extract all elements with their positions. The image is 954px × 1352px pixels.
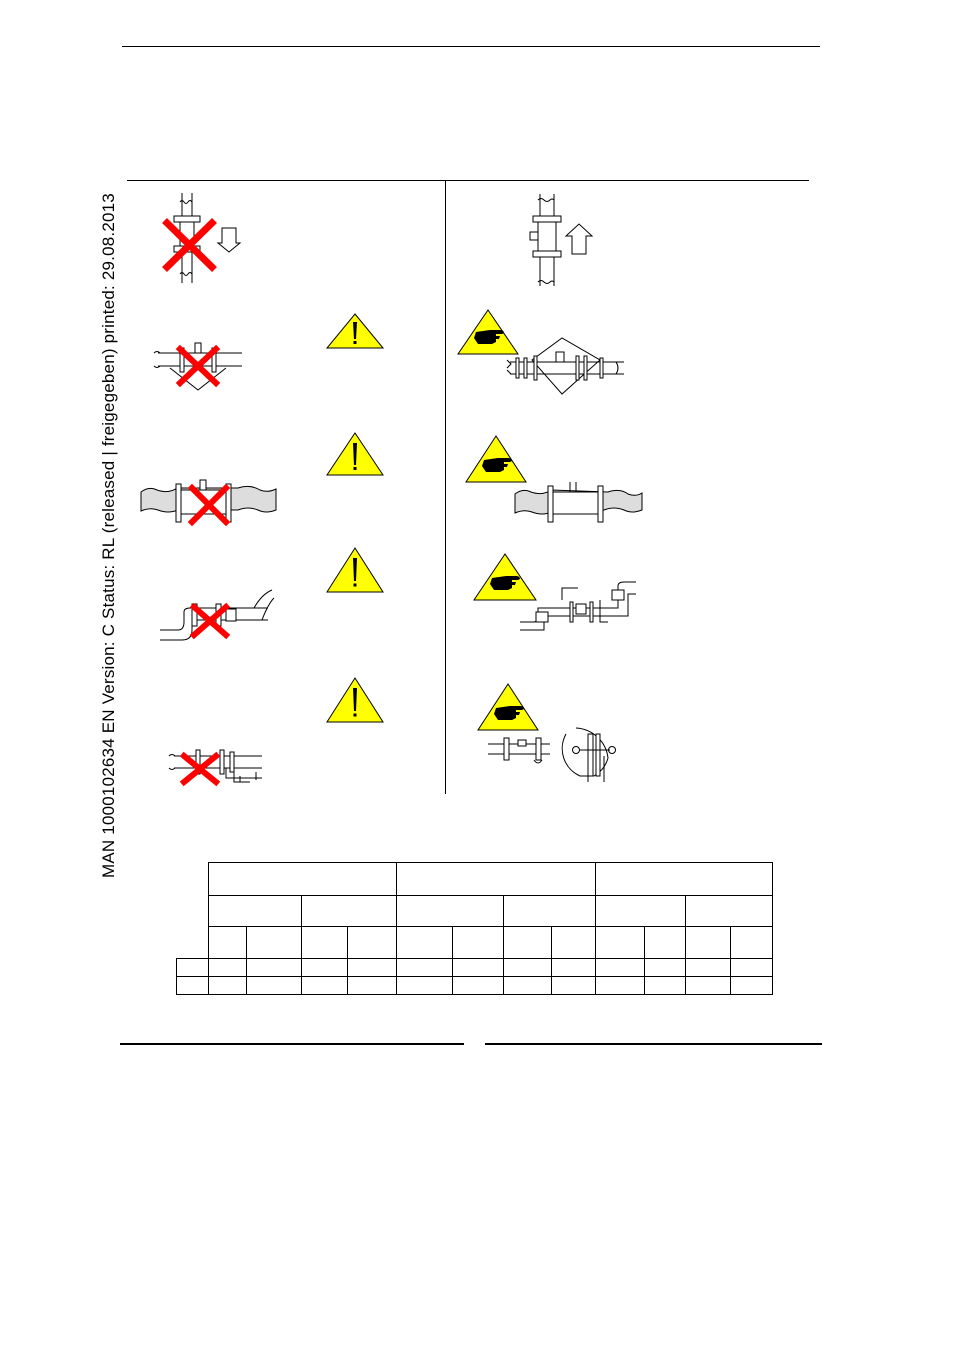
table-cell [504,977,552,995]
prohibited-x-icon [180,752,220,786]
bent-pipe-correct-diagram [518,578,640,634]
table-cell [348,977,397,995]
table-cell [247,959,302,977]
vertical-pipe-upflow-diagram [520,190,610,290]
table-cell [686,977,731,995]
table-group-header [596,863,773,896]
table-column-header [731,927,773,959]
table-column-header [209,927,247,959]
figure-top-rule [127,180,809,181]
warning-exclamation-icon [325,312,385,350]
table-header-row-1 [177,863,773,896]
table-cell [348,959,397,977]
table-cell [453,977,504,995]
pipe-bolt-detail-diagram [484,726,624,782]
table-corner-cell [177,896,209,927]
table-cell [731,977,773,995]
table-column-header [552,927,596,959]
table-cell [731,959,773,977]
table-cell [645,977,686,995]
table-subgroup-header [209,896,302,927]
table-cell [645,959,686,977]
table-cell [453,959,504,977]
table-corner-cell [177,863,209,896]
table-row [177,959,773,977]
table-cell [209,959,247,977]
table-cell [397,959,453,977]
table-column-header [397,927,453,959]
specification-table [176,862,773,995]
table-header-row-3 [177,927,773,959]
header-rule [122,46,820,47]
table-column-header [348,927,397,959]
table-column-header [302,927,348,959]
table-column-header [645,927,686,959]
table-column-header [686,927,731,959]
table-row-header [177,959,209,977]
table-subgroup-header [397,896,504,927]
table-cell [504,959,552,977]
document-stamp: MAN 1000102634 EN Version: C Status: RL (released | freigegeben) printed: 29.08.2013 [99,193,118,878]
table-header-row-2 [177,896,773,927]
prohibited-x-icon [162,219,218,271]
horizontal-pipe-diamond-diagram [504,336,628,398]
table-column-header [596,927,645,959]
table-cell [247,977,302,995]
table-cell [596,977,645,995]
recommended-hand-icon [476,682,540,732]
table-cell [302,977,348,995]
warning-exclamation-icon [325,676,385,724]
table-group-header [397,863,596,896]
table-subgroup-header [686,896,773,927]
table-column-header [453,927,504,959]
table-cell [209,977,247,995]
table-column-header [504,927,552,959]
footer-rule-left [120,1043,464,1045]
table-corner-cell [177,927,209,959]
figure-divider [445,181,446,794]
prohibited-x-icon [176,345,220,387]
table-row-header [177,977,209,995]
table-group-header [209,863,397,896]
prohibited-x-icon [188,484,230,526]
table-cell [686,959,731,977]
prohibited-x-icon [190,603,230,639]
table-cell [397,977,453,995]
table-subgroup-header [596,896,686,927]
insulated-pipe-accessible-diagram [512,482,644,524]
table-cell [552,959,596,977]
table-subgroup-header [504,896,596,927]
warning-exclamation-icon [325,431,385,477]
table-column-header [247,927,302,959]
table-cell [596,959,645,977]
recommended-hand-icon [464,434,528,484]
table-subgroup-header [302,896,397,927]
warning-exclamation-icon [325,546,385,594]
table-row [177,977,773,995]
table-cell [552,977,596,995]
footer-rule-right [485,1043,822,1045]
table-cell [302,959,348,977]
